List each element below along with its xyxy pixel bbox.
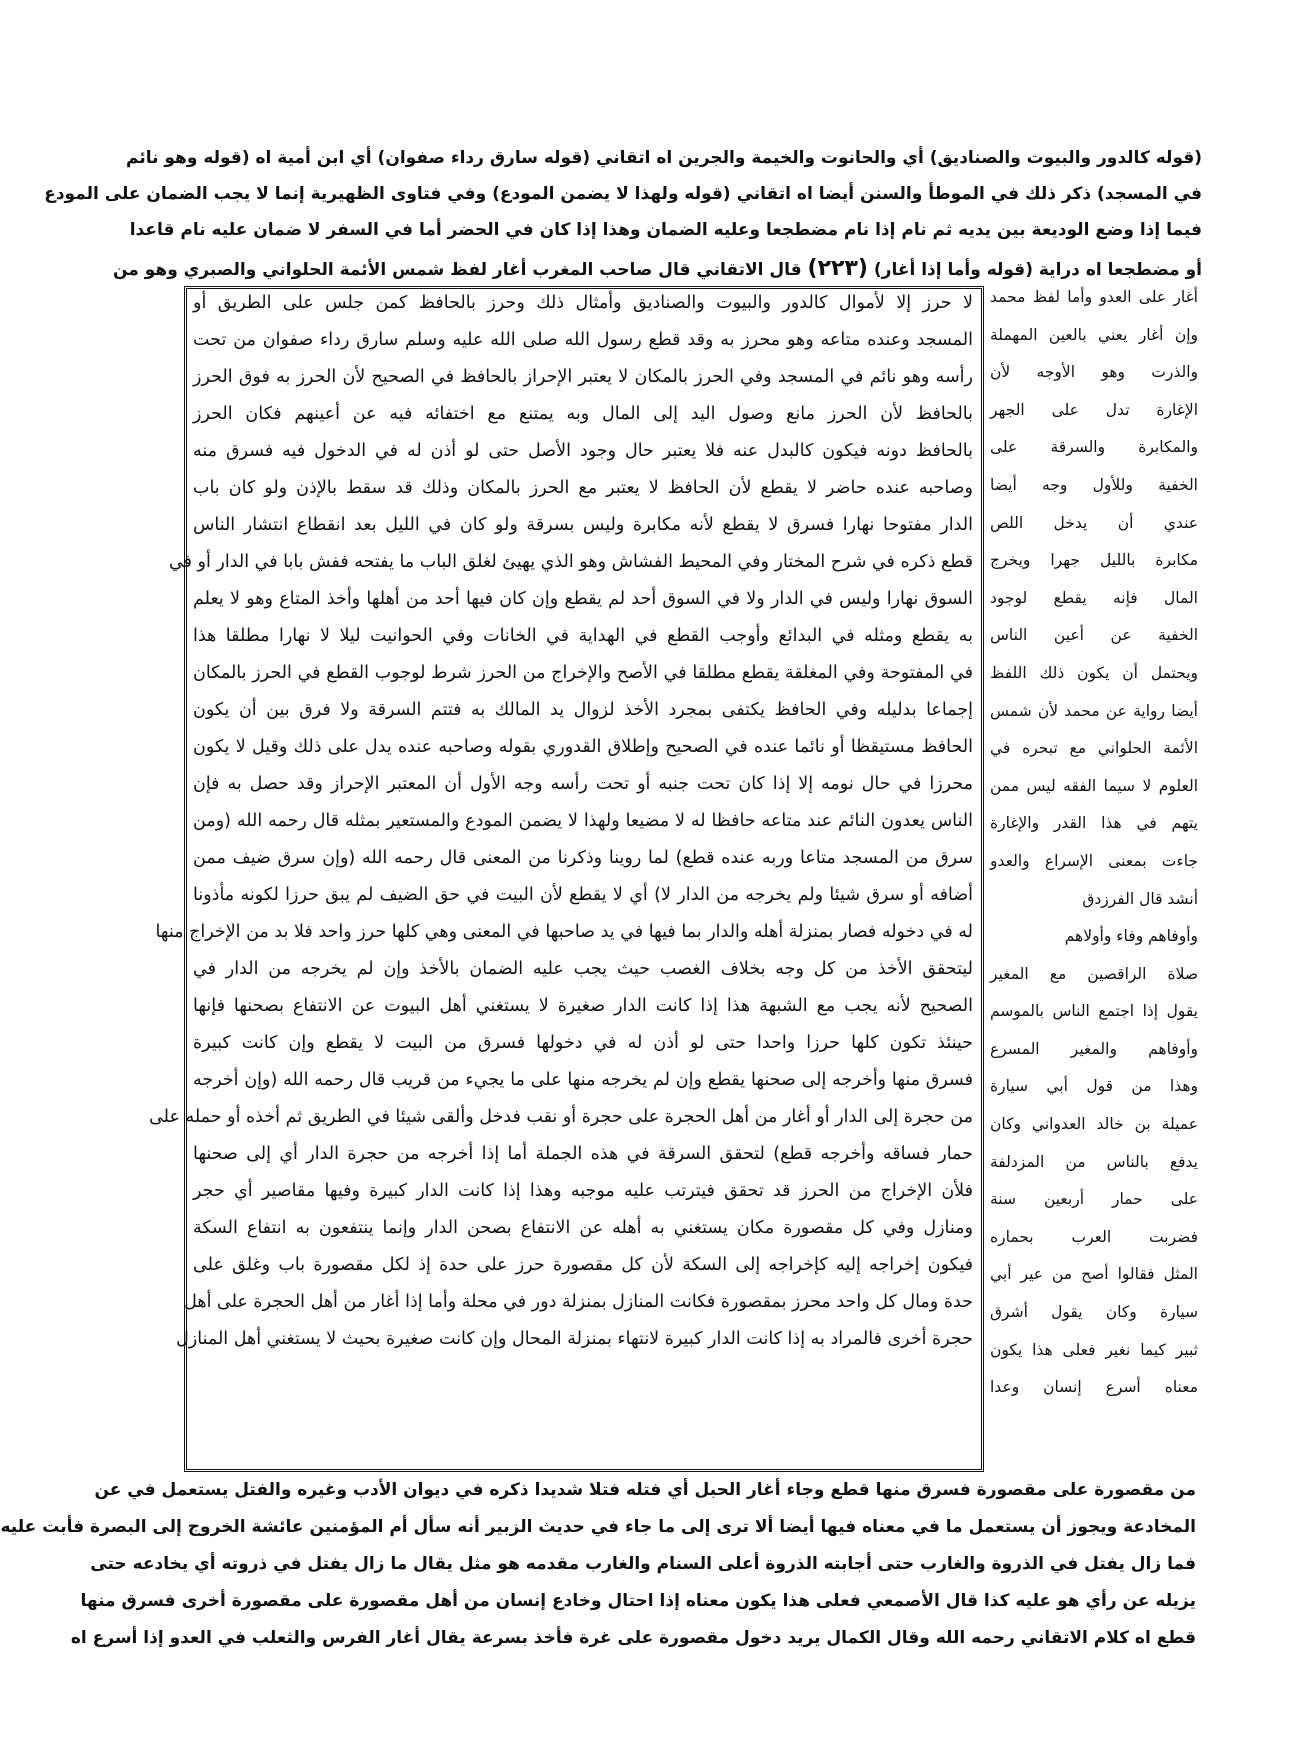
header-line-2: في المسجد) ذكر ذلك في الموطأ والسنن أيضا اه اتقاني (قوله ولهذا لا يضمن المودع) وفي فتاوى الظهيرية إنما لا يجب الضمان على المودع [44, 184, 1202, 204]
margin-line-3: والذرت وهو الأوجه لأن [990, 363, 1198, 382]
main-line-12: إجماعا بدليله وفي الحافظ يكتفى بمجرد الأخذ لزوال يد المالك به فتتم السرقة ولا فرق بين أن يكون [193, 700, 973, 720]
header-commentary [44, 148, 1202, 294]
main-line-20: الصحيح لأنه يجب مع الشبهة هذا إذا كانت الدار صغيرة لا يستغني أهل البيوت عن الانتفاع بصحنها فإنها [193, 996, 973, 1016]
header-line-1: (قوله كالدور والبيوت والصناديق) أي والحانوت والخيمة والجرين اه اتقاني (قوله سارق رداء صفوان) أي ابن أمية اه (قوله وهو نائم [126, 148, 1202, 168]
footer-line-4: يزيله عن رأي هو عليه كذا قال الأصمعي فعلى هذا يكون معناه إذا احتال وخادع إنسان من أهل مقصورة على مقصورة أخرى فسرق منها [80, 1591, 1196, 1611]
header-line-4-text: أو مضطجعا اه دراية (قوله وأما إذا أغار) [873, 260, 1202, 280]
main-line-29: حجرة أخرى فالمراد به إذا كانت الدار كبيرة لانتهاء بمنزلة المحال وإن كانت صغيرة بحيث لا يستغني أهل المنازل [176, 1329, 973, 1349]
margin-line-10: الخفية عن أعين الناس [990, 626, 1198, 645]
margin-line-1: أغار على العدو وأما لفظ محمد [990, 288, 1198, 306]
main-line-21: حينئذ تكون كلها حرزا واحدا حتى لو أذن له في دخولها فسرق من البيت لا يقطع وإن كانت كبيرة [193, 1033, 973, 1053]
main-line-4: بالحافظ لأن الحرز مانع وصول اليد إلى المال وبه يمتنع مع اختفائه فيه عن أعينهم فكان الحرز [193, 404, 973, 424]
main-text-body [149, 293, 973, 1405]
margin-line-23: عميلة بن خالد العدواني وكان [990, 1115, 1198, 1134]
margin-line-13: الأئمة الحلواني مع تبحره في [990, 739, 1198, 758]
margin-line-16: جاءت بمعنى الإسراع والعدو [990, 851, 1198, 870]
main-line-7: الدار مفتوحا نهارا فسرق لا يقطع لأنه مكابرة وليس بسرقة ولو كان في الليل بعد انقطاع انتشار الناس [193, 515, 973, 535]
main-line-2: المسجد وعنده متاعه وهو محرز به وقد قطع رسول الله صلى الله عليه وسلم سارق رداء صفوان من تحت [193, 330, 973, 350]
margin-line-12: أيضا رواية عن محمد لأن شمس [990, 701, 1198, 720]
header-line-4-tail: قال الاتقاني قال صاحب المغرب أغار لفظ شمس الأئمة الحلواني والصبري وهو من [113, 260, 802, 280]
margin-line-6: الخفية وللأول وجه أيضا [990, 475, 1198, 494]
margin-line-9: المال فإنه يقطع لوجود [990, 588, 1198, 607]
main-line-14: محرزا في حال نومه إلا إذا كان تحت جنبه أو تحت رأسه وجه الأول أن المعتبر الإحراز وقد حصل به فإن [193, 774, 973, 794]
main-line-6: وصاحبه عنده حاضر لا يقطع لأن الحافظ لا يعتبر مع الحرز بالمكان وذلك قد سقط بالإذن ولو كان باب [193, 478, 973, 498]
margin-line-14: العلوم لا سيما الفقه ليس ممن [990, 776, 1198, 795]
margin-line-8: مكابرة بالليل جهرا ويخرج [990, 551, 1198, 570]
margin-line-18: وأوفاهم وفاء وأولاهم [1064, 927, 1198, 946]
main-line-16: سرق من المسجد متاعا وربه عنده قطع) لما روينا وذكرنا من المعنى قال رحمه الله (وإن سرق ضيف ممن [193, 848, 973, 868]
header-line-3: فيما إذا وضع الوديعة بين يديه ثم نام إذا نام مضطجعا وعليه الضمان وهذا إذا كان في الحضر أما في السفر لا ضمان عليه نام قاعدا [129, 220, 1202, 240]
main-line-1: لا حرز إلا لأموال كالدور والبيوت والصناديق وأمثال ذلك وحرز بالحافظ كمن جلس على الطريق أو [193, 293, 973, 313]
margin-line-28: سيارة وكان يقول أشرق [990, 1303, 1198, 1322]
margin-line-4: الإغارة تدل على الجهر [990, 400, 1198, 419]
footer-line-2: المخادعة ويجوز أن يستعمل ما في معناه فيها أيضا ألا ترى إلى ما جاء في حديث الزبير أنه سأل أم المؤمنين عائشة الخروج إلى البصرة فأبت عليه [0, 1517, 1196, 1537]
main-line-15: الناس يعدون النائم عند متاعه حافظا له لا مضيعا ولهذا لا يضمن المودع والمستعير بمثله قال رحمه الله (ومن [193, 811, 973, 831]
margin-line-5: والمكابرة والسرقة على [990, 438, 1198, 457]
margin-line-24: يدفع بالناس من المزدلفة [990, 1152, 1198, 1171]
margin-line-22: وهذا من قول أبي سيارة [990, 1077, 1198, 1096]
margin-line-29: ثبير كيما نغير فعلى هذا يكون [990, 1340, 1198, 1359]
main-text-frame [149, 286, 984, 1472]
margin-line-15: يتهم في هذا القدر والإغارة [990, 814, 1198, 833]
main-line-27: فيكون إخراجه إليه كإخراجه إلى السكة لأن كل مقصورة حرز على حدة إذ لكل مقصورة باب وغلق على [193, 1255, 973, 1275]
margin-line-19: صلاة الراقصين مع المغير [990, 964, 1198, 983]
margin-line-26: فضربت العرب بحماره [990, 1227, 1198, 1246]
main-line-13: الحافظ مستيقظا أو نائما عنده في الصحيح وإطلاق القدوري بقوله وصاحبه عنده يدل على ذلك وقيل لا يكون [193, 737, 973, 757]
footer-line-5: قطع اه كلام الاتقاني رحمه الله وقال الكمال يريد دخول مقصورة على غرة فأخذ بسرعة يقال أغار الفرس والثعلب في العدو إذا أسرع اه [70, 1628, 1196, 1648]
margin-line-20: يقول إذا اجتمع الناس بالموسم [990, 1002, 1198, 1021]
main-line-8: قطع ذكره في شرح المختار وفي المحيط الفشاش وهو الذي يهيئ لغلق الباب ما يفتحه ففش بابا في الدار أو في [168, 552, 973, 572]
main-line-25: فلأن الإخراج من الحرز قد تحقق فيترتب عليه موجبه وهذا إذا كانت الدار كبيرة وفيها مقاصير أي حجر [193, 1181, 973, 1201]
margin-line-21: وأوفاهم والمغير المسرع [990, 1039, 1198, 1058]
main-line-22: فسرق منها وأخرجه إلى صحنها يقطع وإن لم يخرجه منها على ما يجيء من قريب قال رحمه الله (وإن أخرجه [193, 1070, 973, 1090]
margin-line-7: عندي أن يدخل اللص [990, 513, 1198, 532]
main-line-30 [193, 1368, 973, 1405]
margin-line-2: وإن أغار يعني بالعين المهملة [990, 325, 1198, 344]
main-line-10: به يقطع ومثله في البدائع وأوجب القطع في الهداية في الخانات وفي الحوانيت ليلا لا نهارا مطلقا هذا [193, 626, 973, 646]
main-line-18: له في دخوله فصار بمنزلة أهله والدار بما فيها في يد صاحبها في المعنى وهي كلها حرز واحد فلا بد من الإخراج منها [155, 922, 973, 942]
margin-line-17: أنشد قال الفرزدق [1082, 889, 1198, 908]
margin-line-30: معناه أسرع إنسان وعدا [990, 1378, 1198, 1397]
footer-line-3: فما زال يفتل في الذروة والغارب حتى أجابته الذروة أعلى السنام والغارب مقدمه هو مثل يقال ما زال يفتل في ذروته أي يخادعه حتى [90, 1554, 1196, 1574]
main-line-28: حدة ومال كل واحد محرز بمقصورة فكانت المنازل بمنزلة دور في محلة وأما إذا أغار من أهل الحجرة على أهل [184, 1292, 973, 1312]
margin-line-25: على حمار أربعين سنة [990, 1190, 1198, 1209]
margin-line-27: المثل فقالوا أصح من عير أبي [990, 1265, 1198, 1284]
main-line-5: بالحافظ دونه فيكون كالبدل عنه فلا يعتبر حال وجود الأصل حتى لو أذن له في الدخول فيه فسرق منه [193, 441, 973, 461]
main-line-26: ومنازل وفي كل مقصورة مكان يستغني به أهله عن الانتفاع بصحن الدار وإنما ينتفعون به انتفاع السكة [193, 1218, 973, 1238]
margin-gloss [990, 290, 1198, 1418]
page-number: (٢٢٣) [807, 256, 868, 281]
main-line-3: رأسه وهو نائم في المسجد وفي الحرز بالمكان لا يعتبر الإحراز بالحافظ في الصحيح لأن الحرز به فوق الحرز [193, 367, 973, 387]
main-line-24: حمار فساقه وأخرجه قطع) لتحقق السرقة في هذه الجملة أما إذا أخرجه من حجرة الدار أي إلى صحنها [193, 1144, 973, 1164]
main-line-23: من حجرة إلى الدار أو أغار من أهل الحجرة على حجرة أو نقب فدخل وألقى شيئا في الطريق ثم أخذه أو حمله على [149, 1107, 973, 1127]
margin-line-11: ويحتمل أن يكون ذلك اللفظ [990, 663, 1198, 682]
footer-line-1: من مقصورة على مقصورة فسرق منها قطع وجاء أغار الحبل أي فتله فتلا شديدا ذكره في ديوان الأدب وغيره والفتل يستعمل في عن [94, 1480, 1196, 1500]
footer-commentary [0, 1480, 1196, 1667]
main-line-19: ليتحقق الأخذ من كل وجه بخلاف الغصب حيث يجب عليه الضمان بالأخذ وإن لم يخرجه من الدار في [193, 959, 973, 979]
main-line-9: السوق نهارا وليس في الدار ولا في السوق أحد لم يقطع وإن كان فيها أحد من أهلها وأخذ المتاع وهو لا يعلم [193, 589, 973, 609]
main-line-17: أضافه أو سرق شيئا ولم يخرجه من الدار لا) أي لا يقطع لأن البيت في حق الضيف لم يبق حرزا لكونه مأذونا [193, 885, 973, 905]
main-line-11: في المفتوحة وفي المغلقة يقطع مطلقا في الأصح والإخراج من الحرز شرط لوجوب القطع في الحرز بالمكان [193, 663, 973, 683]
